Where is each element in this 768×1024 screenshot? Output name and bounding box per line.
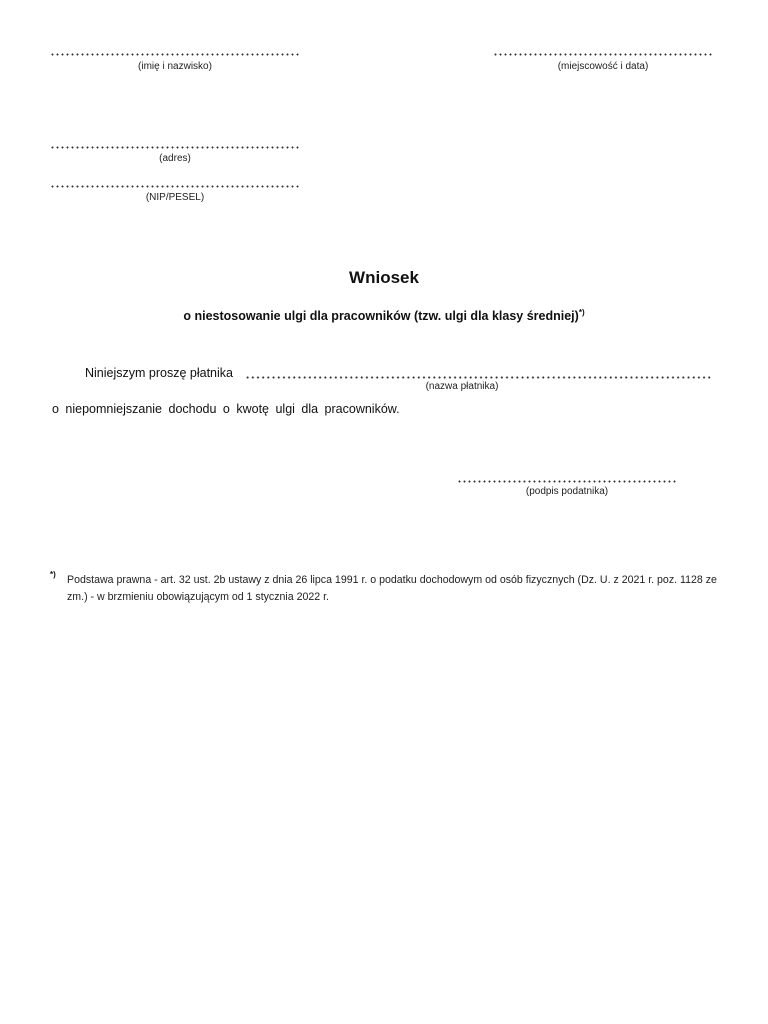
name-field-line[interactable] (50, 53, 300, 56)
document-title: Wniosek (349, 268, 419, 287)
signature-field-line[interactable] (457, 480, 677, 483)
signature-caption: (podpis podatnika) (525, 486, 609, 497)
payer-caption: (nazwa płatnika) (425, 381, 499, 392)
tax-id-field-line[interactable] (50, 185, 300, 188)
document-subtitle (0, 308, 768, 323)
address-caption: (adres) (159, 153, 191, 164)
subtitle-text: o niestosowanie ulgi dla pracowników (tzw. ulgi dla klasy średniej) (183, 309, 579, 324)
request-prefix: Niniejszym proszę płatnika (85, 366, 233, 380)
name-caption: (imię i nazwisko) (138, 61, 212, 72)
tax-id-caption: (NIP/PESEL) (145, 192, 205, 203)
footnote-text: Podstawa prawna - art. 32 ust. 2b ustawy z dnia 26 lipca 1991 r. o podatku dochodowym od osób fizycznych (Dz. U. z 2021 r. poz. 1128 ze zm.) - w brzmieniu obowiązującym od 1 stycznia 2022 r. (67, 574, 717, 603)
payer-name-field-line[interactable] (245, 376, 713, 379)
footnote-mark: *) (50, 570, 56, 579)
address-field-line[interactable] (50, 146, 300, 149)
request-body: o niepomniejszanie dochodu o kwotę ulgi dla pracowników. (52, 402, 400, 416)
subtitle-footnote-mark: *) (578, 308, 585, 317)
place-date-caption: (miejscowość i data) (557, 61, 649, 72)
place-date-field-line[interactable] (493, 53, 713, 56)
